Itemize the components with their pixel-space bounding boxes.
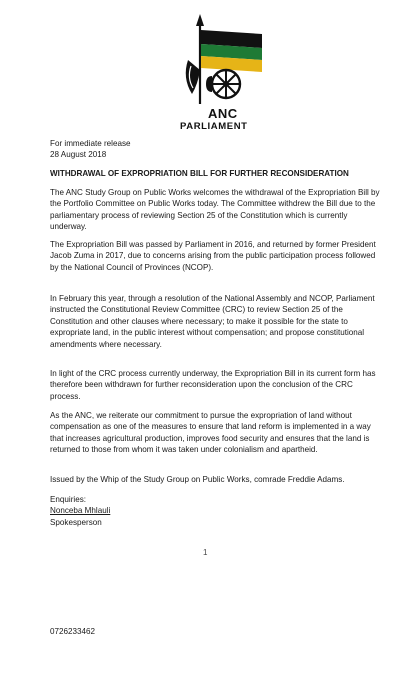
paragraph: The Expropriation Bill was passed by Parliament in 2016, and returned by former President Jacob Zuma in 2017, due to concerns arising from the public participation process followed by the National Council of Provinces (NCOP). [50,240,376,272]
anc-emblem-icon [178,14,268,104]
paragraph: The ANC Study Group on Public Works welcomes the withdrawal of the Expropriation Bill by the Portfolio Committee on Public Works today. The Committee withdrew the Bill due to the parliamentary process of reviewing Section 25 of the Constitution which is currently underway. [50,188,380,232]
paragraph: In February this year, through a resolution of the National Assembly and NCOP, Parliament instructed the Constitutional Review Committee (CRC) to review Section 25 of the Constitution and other clauses where necessary; to make it possible for the state to expropriate land, in the public interest without compensation; and propose constitutional amendments where necessary. [50,294,375,349]
release-date: 28 August 2018 [50,150,107,160]
enquiries-block [50,494,380,528]
paragraph: As the ANC, we reiterate our commitment to pursue the expropriation of land without compensation as one of the measures to ensure that land reform is implemented in a way that increases agricultural production, improves food security and ensures that the land is returned to those from whom it was taken under colonialism and apartheid. [50,411,371,455]
release-meta [50,138,380,161]
spokesperson-name: Nonceba Mhlauli [50,506,111,516]
spokesperson-title: Spokesperson [50,517,102,527]
logo-subtitle: PARLIAMENT [180,121,248,132]
release-label: For immediate release [50,139,131,148]
phone-number: 0726233462 [50,627,96,636]
logo-wordmark: ANC [208,106,238,121]
paragraph: In light of the CRC process currently underway, the Expropriation Bill in its current form has therefore been withdrawn for further reconsideration upon the conclusion of the CRC process. [50,369,376,401]
document-heading: WITHDRAWAL OF EXPROPRIATION BILL FOR FURTHER RECONSIDERATION [50,169,349,178]
enquiries-label: Enquiries: [50,495,86,504]
paragraph: Issued by the Whip of the Study Group on Public Works, comrade Freddie Adams. [50,475,345,484]
page-number: 1 [203,548,208,557]
anc-parliament-logo [178,14,268,134]
